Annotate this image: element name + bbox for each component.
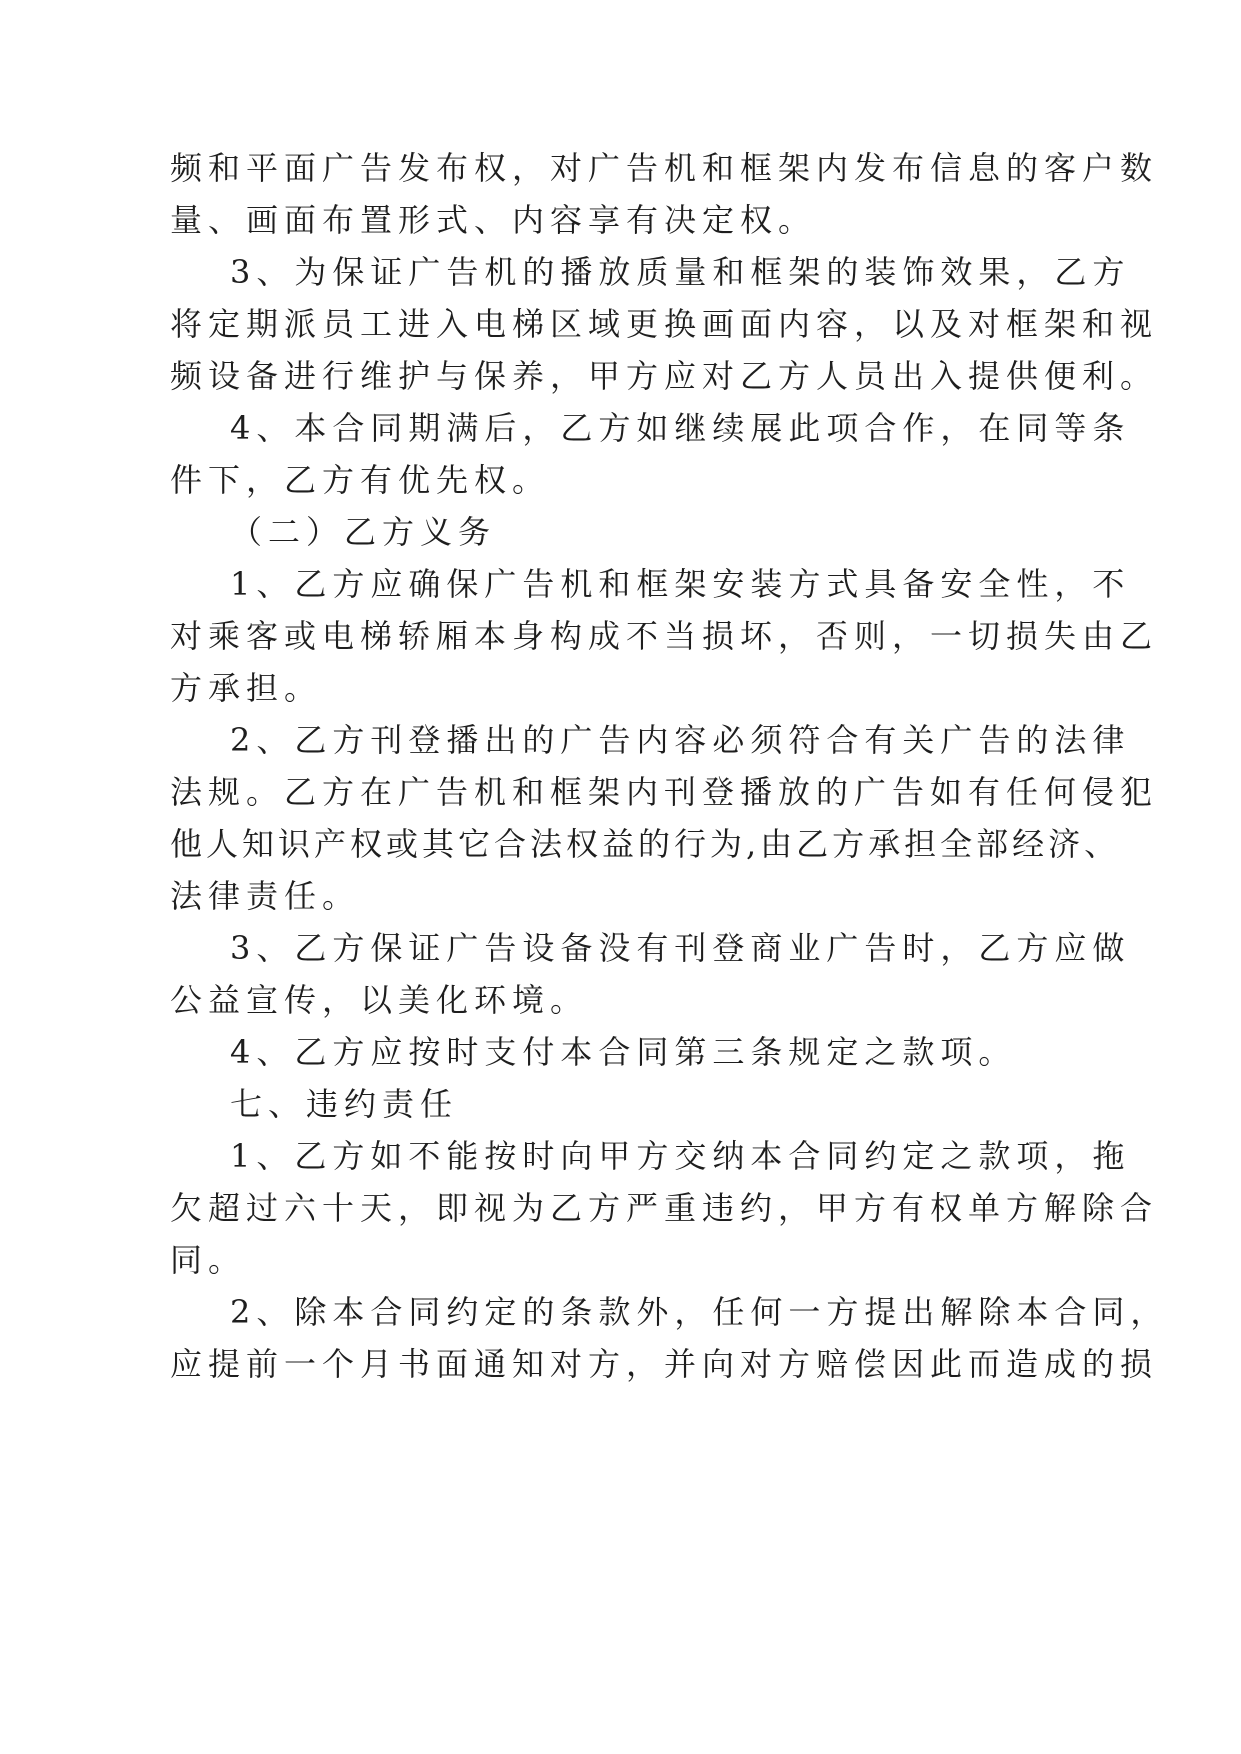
paragraph-line: 将定期派员工进入电梯区域更换画面内容，以及对框架和视 <box>170 305 1159 343</box>
paragraph-line: 应提前一个月书面通知对方，并向对方赔偿因此而造成的损 <box>170 1345 1159 1383</box>
section-heading: 七、违约责任 <box>230 1085 459 1123</box>
paragraph-line: 件下，乙方有优先权。 <box>170 461 551 499</box>
paragraph-line: 3、乙方保证广告设备没有刊登商业广告时，乙方应做 <box>230 929 1131 967</box>
paragraph-line: 欠超过六十天，即视为乙方严重违约，甲方有权单方解除合 <box>170 1189 1159 1227</box>
paragraph-line: 1、乙方应确保广告机和框架安装方式具备安全性，不 <box>230 565 1131 603</box>
paragraph-line: 频和平面广告发布权，对广告机和框架内发布信息的客户数 <box>170 149 1159 187</box>
paragraph-line: 1、乙方如不能按时向甲方交纳本合同约定之款项，拖 <box>230 1137 1131 1175</box>
paragraph-line: 同。 <box>170 1241 247 1279</box>
paragraph-line: 4、本合同期满后，乙方如继续展此项合作，在同等条 <box>230 409 1131 447</box>
paragraph-line: 量、画面布置形式、内容享有决定权。 <box>170 201 817 239</box>
paragraph-line: 对乘客或电梯轿厢本身构成不当损坏，否则，一切损失由乙 <box>170 617 1159 655</box>
paragraph-line: 2、除本合同约定的条款外，任何一方提出解除本合同， <box>230 1293 1169 1331</box>
paragraph-line: 法律责任。 <box>170 877 361 915</box>
paragraph-line: 2、乙方刊登播出的广告内容必须符合有关广告的法律 <box>230 721 1131 759</box>
paragraph-line: 方承担。 <box>170 669 323 707</box>
paragraph-line: 频设备进行维护与保养，甲方应对乙方人员出入提供便利。 <box>170 357 1159 395</box>
paragraph-line: 3、为保证广告机的播放质量和框架的装饰效果，乙方 <box>230 253 1131 291</box>
section-heading: （二）乙方义务 <box>230 513 497 551</box>
paragraph-line: 法规。乙方在广告机和框架内刊登播放的广告如有任何侵犯 <box>170 773 1159 811</box>
paragraph-line: 公益宣传，以美化环境。 <box>170 981 589 1019</box>
paragraph-line: 4、乙方应按时支付本合同第三条规定之款项。 <box>230 1033 1017 1071</box>
paragraph-line: 他人知识产权或其它合法权益的行为,由乙方承担全部经济、 <box>170 825 1121 863</box>
